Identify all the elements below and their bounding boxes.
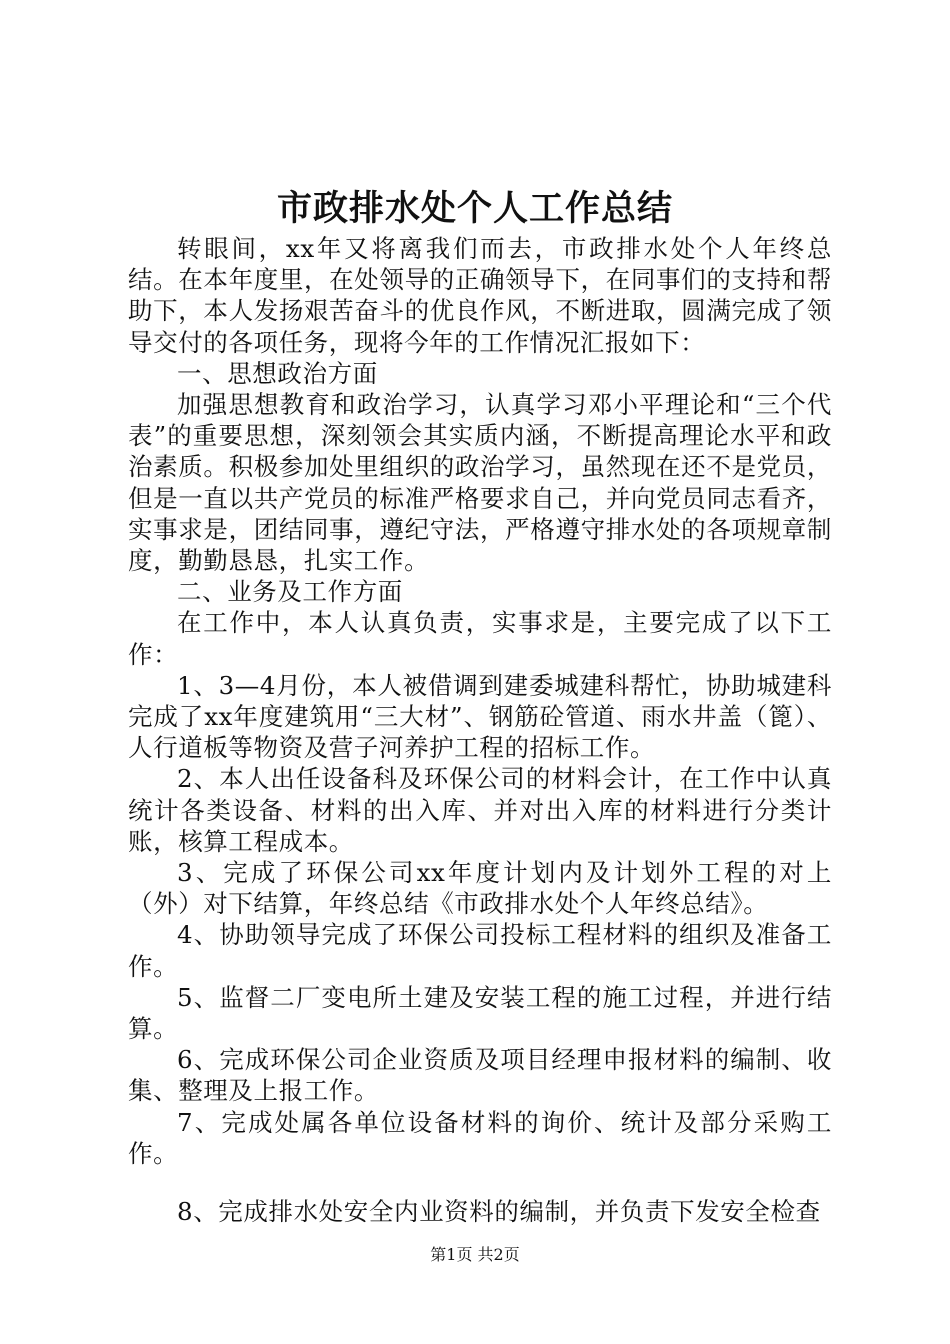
list-item-8: 8、完成排水处安全内业资料的编制，并负责下发安全检查 bbox=[177, 1197, 821, 1227]
paragraph-political: 加强思想教育和政治学习，认真学习邓小平理论和“三个代表”的重要思想，深刻领会其实质内涵，不断提高理论水平和政治素质。积极参加处里组织的政治学习，虽然现在还不是党员，但是一直以共产党员的标准严格要求自己，并向党员同志看齐，实事求是，团结同事，遵纪守法，严格遵守排水处的各项规章制度，勤勤恳恳，扎实工作。 bbox=[128, 390, 832, 576]
section-heading-business: 二、业务及工作方面 bbox=[177, 577, 403, 607]
page-footer: 第1页 共2页 bbox=[430, 1245, 520, 1264]
page-title: 市政排水处个人工作总结 bbox=[276, 188, 673, 229]
paragraph-business-intro: 在工作中，本人认真负责，实事求是，主要完成了以下工作： bbox=[128, 608, 832, 669]
section-heading-political: 一、思想政治方面 bbox=[177, 358, 378, 388]
list-item-4: 4、协助领导完成了环保公司投标工程材料的组织及准备工作。 bbox=[128, 920, 832, 981]
list-item-1: 1、3—4月份，本人被借调到建委城建科帮忙，协助城建科完成了xx年度建筑用“三大材”、钢筋砼管道、雨水井盖（篦）、人行道板等物资及营子河养护工程的招标工作。 bbox=[128, 670, 832, 763]
list-item-6: 6、完成环保公司企业资质及项目经理申报材料的编制、收集、整理及上报工作。 bbox=[128, 1045, 832, 1106]
list-item-5: 5、监督二厂变电所土建及安装工程的施工过程，并进行结算。 bbox=[128, 982, 832, 1044]
paragraph-intro: 转眼间，xx年又将离我们而去，市政排水处个人年终总结。在本年度里，在处领导的正确领导下，在同事们的支持和帮助下，本人发扬艰苦奋斗的优良作风，不断进取，圆满完成了领导交付的各项任务，现将今年的工作情况汇报如下： bbox=[128, 234, 832, 357]
list-item-7: 7、完成处属各单位设备材料的询价、统计及部分采购工作。 bbox=[128, 1107, 832, 1168]
document-body bbox=[128, 233, 832, 1227]
list-item-3: 3、完成了环保公司xx年度计划内及计划外工程的对上（外）对下结算，年终总结《市政排水处个人年终总结》。 bbox=[128, 858, 832, 919]
list-item-2: 2、本人出任设备科及环保公司的材料会计，在工作中认真统计各类设备、材料的出入库、并对出入库的材料进行分类计账，核算工程成本。 bbox=[128, 764, 832, 856]
